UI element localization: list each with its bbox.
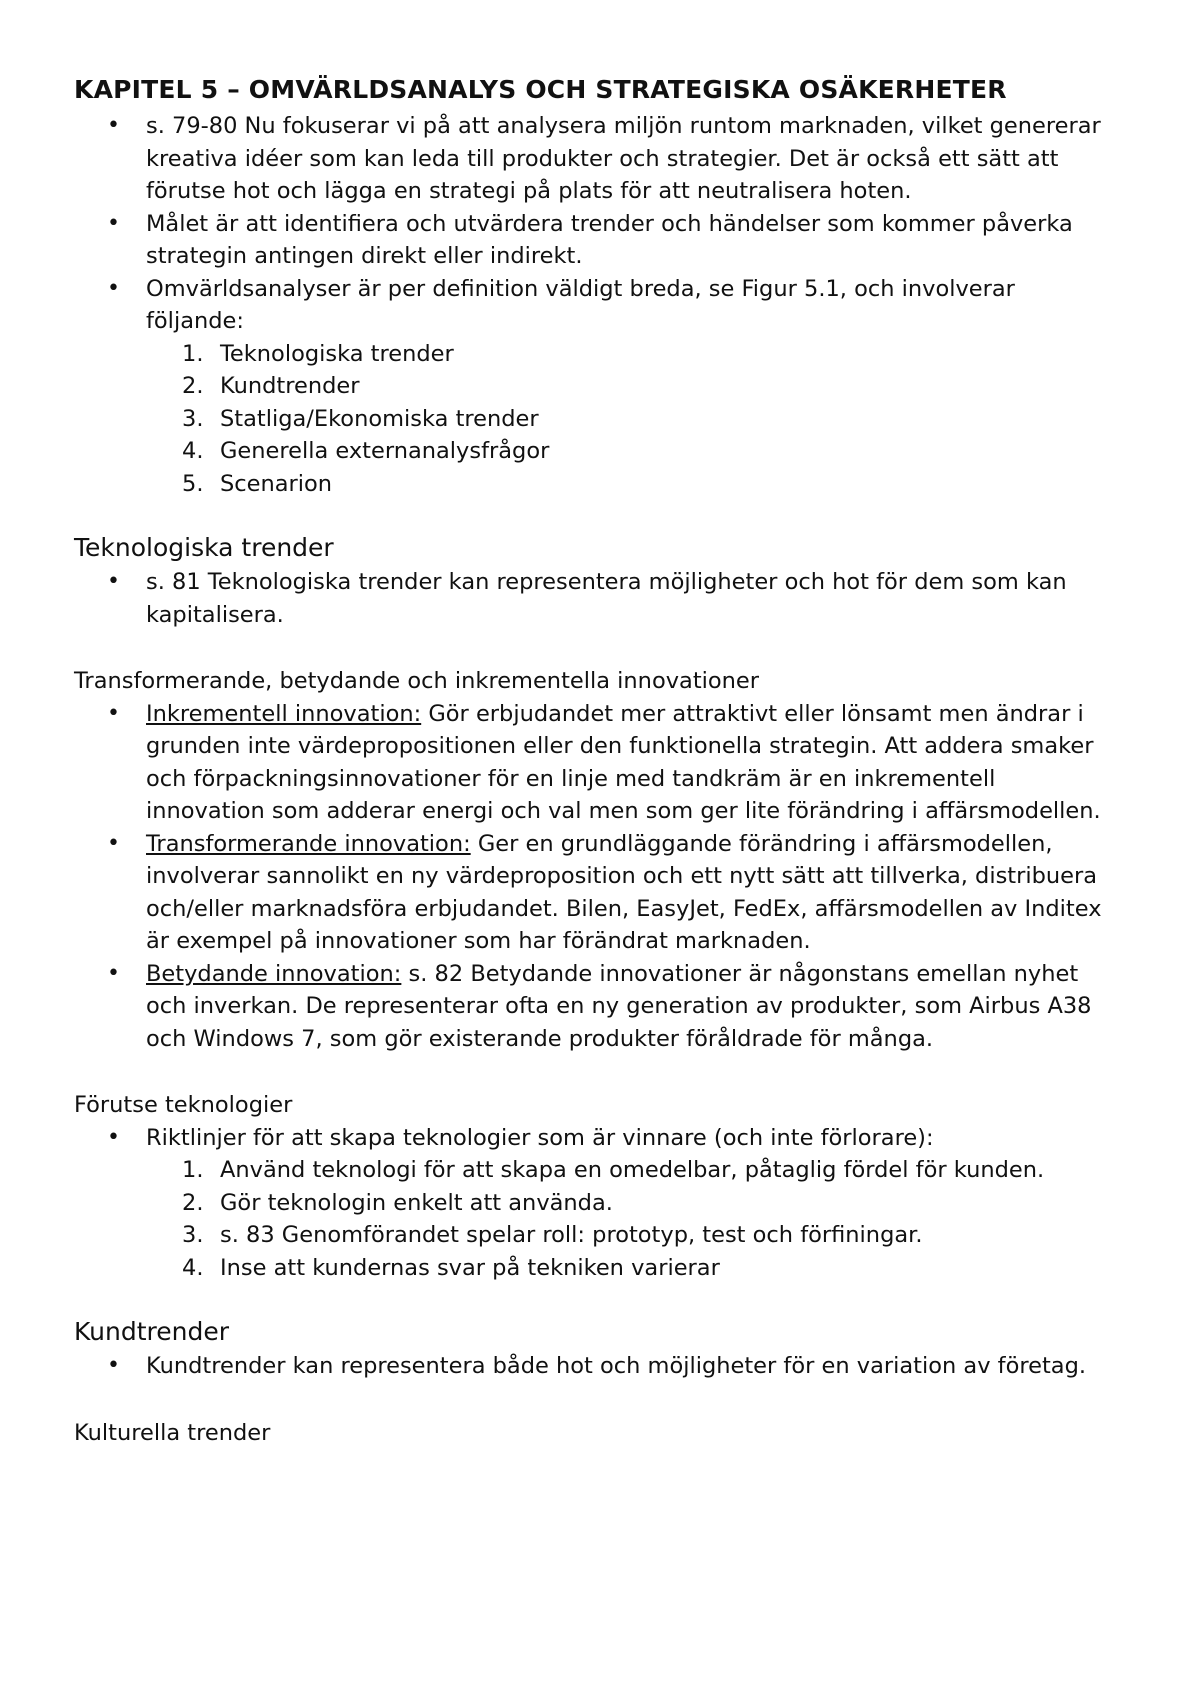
section-heading-customer: Kundtrender [74, 1317, 229, 1346]
list-text: Teknologiska trender [220, 340, 454, 367]
list-item: • s. 81 Teknologiska trender kan representera möjligheter och hot för dem som kan kapitalisera. [74, 566, 1120, 631]
list-number: 5. [182, 470, 204, 497]
list-text: Statliga/Ekonomiska trender [220, 405, 539, 432]
list-text: Kundtrender [220, 373, 360, 399]
term-text: s. 82 Betydande innovationer är någonstans emellan nyhet och inverkan. De representerar ofta en ny generation av produkter, som Airbus A38 och Windows 7, som gör existerande produkter föråldrade för många. [146, 960, 1092, 1052]
term-label: Inkrementell innovation: [146, 700, 422, 727]
list-number: 1. [182, 340, 204, 367]
list-number: 2. [182, 373, 204, 399]
subheading-innovations: Transformerande, betydande och inkrementella innovationer [74, 668, 760, 694]
list-item [74, 828, 1120, 958]
list-item [74, 698, 1120, 828]
list-item: • Målet är att identifiera och utvärdera trender och händelser som kommer påverka strategin antingen direkt eller indirekt. [74, 208, 1120, 273]
intro-numbered-list [74, 338, 1120, 501]
list-number: 4. [182, 1254, 204, 1281]
list-number: 3. [182, 405, 204, 432]
list-item: • Omvärldsanalyser är per definition väldigt breda, se Figur 5.1, och involverar följande: [74, 273, 1120, 338]
list-item: • Kundtrender kan representera både hot och möjligheter för en variation av företag. [74, 1350, 1120, 1383]
list-text: s. 83 Genomförandet spelar roll: prototyp, test och förfiningar. [220, 1222, 923, 1248]
term-label: Transformerande innovation: [146, 830, 471, 857]
list-number: 4. [182, 438, 204, 464]
term-text: Ger en grundläggande förändring i affärsmodellen, involverar sannolikt en ny värdeproposition och ett nytt sätt att tillverka, distribuera och/eller marknadsföra erbjudandet. Bilen, EasyJet, FedEx, affärsmodellen av Inditex är exempel på innovationer som har förändrat marknaden. [146, 830, 1102, 954]
list-item [74, 370, 1120, 403]
list-item [74, 1187, 1120, 1220]
list-item [74, 435, 1120, 468]
list-item: • Riktlinjer för att skapa teknologier som är vinnare (och inte förlorare): [74, 1122, 1120, 1155]
list-text: Inse att kundernas svar på tekniken varierar [220, 1254, 720, 1281]
list-item [74, 338, 1120, 371]
list-text: Gör teknologin enkelt att använda. [220, 1189, 613, 1216]
list-item [74, 468, 1120, 501]
term-text: Gör erbjudandet mer attraktivt eller lönsamt men ändrar i grunden inte värdepropositionen eller den funktionella strategin. Att addera smaker och förpackningsinnovationer för en linje med tandkräm är en inkrementell innovation som adderar energi och val men som ger lite förändring i affärsmodellen. [146, 700, 1101, 824]
list-text: Använd teknologi för att skapa en omedelbar, påtaglig fördel för kunden. [220, 1157, 1045, 1183]
chapter-title: KAPITEL 5 – OMVÄRLDSANALYS OCH STRATEGISKA OSÄKERHETER [74, 75, 1007, 104]
forecast-numbered-list [74, 1154, 1120, 1284]
section-heading-tech: Teknologiska trender [74, 533, 334, 562]
list-item [74, 403, 1120, 436]
list-text: Generella externanalysfrågor [220, 438, 550, 464]
tech-bullet-list [74, 566, 1120, 631]
list-item [74, 958, 1120, 1056]
subheading-culture: Kulturella trender [74, 1419, 271, 1446]
list-item [74, 1154, 1120, 1187]
list-text: Scenarion [220, 470, 333, 497]
forecast-bullet-list [74, 1122, 1120, 1155]
list-number: 2. [182, 1189, 204, 1216]
innovations-bullet-list [74, 698, 1120, 1056]
list-item [74, 1252, 1120, 1285]
list-number: 3. [182, 1222, 204, 1248]
list-item [74, 1219, 1120, 1252]
customer-bullet-list [74, 1350, 1120, 1383]
subheading-forecast: Förutse teknologier [74, 1092, 293, 1118]
list-number: 1. [182, 1157, 204, 1183]
list-item: • s. 79-80 Nu fokuserar vi på att analysera miljön runtom marknaden, vilket genererar kreativa idéer som kan leda till produkter och strategier. Det är också ett sätt att förutse hot och lägga en strategi på plats för att neutralisera hoten. [74, 110, 1120, 208]
term-label: Betydande innovation: [146, 960, 402, 987]
intro-bullet-list [74, 110, 1120, 338]
